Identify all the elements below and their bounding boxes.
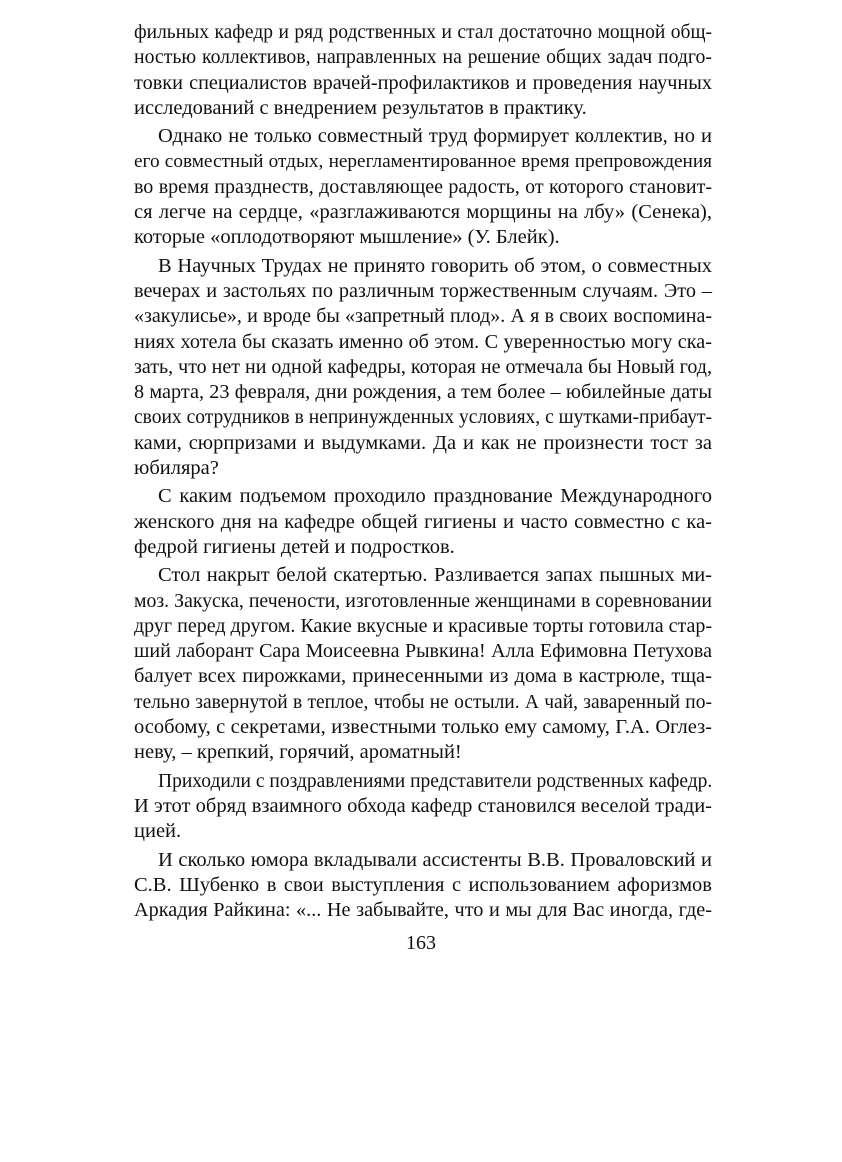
text-line: которые «оплодотворяют мышление» (У. Блейк). <box>134 226 560 249</box>
text-line: особому, с секретами, известными только ему самому, Г.А. Оглез- <box>134 716 712 739</box>
text-line: товки специалистов врачей-профилактиков и проведения научных <box>134 71 712 94</box>
text-line: И сколько юмора вкладывали ассистенты В.В. Проваловский и <box>158 848 712 871</box>
text-line: С каким подъемом проходило празднование Международного <box>158 485 712 508</box>
text-line: балует всех пирожками, принесенными из дома в кастрюле, тща- <box>134 665 712 688</box>
paragraph-7 <box>134 848 712 924</box>
text-line: Однако не только совместный труд формирует коллектив, но и <box>158 125 712 148</box>
text-line: друг перед другом. Какие вкусные и красивые торты готовила стар- <box>134 614 712 637</box>
paragraph-1 <box>134 20 712 121</box>
text-line: тельно завернутой в теплое, чтобы не остыли. А чай, заваренный по- <box>134 691 712 713</box>
text-line: моз. Закуска, печености, изготовленные женщинами в соревновании <box>134 589 712 612</box>
text-line: ностью коллективов, направленных на решение общих задач подго- <box>134 46 712 69</box>
text-line: ниях хотела бы сказать именно об этом. С уверенностью могу ска- <box>134 330 712 353</box>
text-line: ками, сюрпризами и выдумками. Да и как не произнести тост за <box>134 431 712 454</box>
paragraph-5 <box>134 563 712 765</box>
text-line: Аркадия Райкина: «... Не забывайте, что и мы для Вас иногда, где- <box>134 899 712 922</box>
text-line: его совместный отдых, нерегламентированное время препровождения <box>134 151 712 173</box>
page-body <box>134 20 712 926</box>
paragraph-2 <box>134 124 712 250</box>
paragraph-3 <box>134 254 712 482</box>
paragraph-6 <box>134 769 712 845</box>
text-line: «закулисье», и вроде бы «запретный плод». А я в своих воспомина- <box>134 305 712 328</box>
text-line: Приходили с поздравлениями представители родственных кафедр. <box>158 770 713 792</box>
page-number: 163 <box>406 932 436 954</box>
text-line: В Научных Трудах не принято говорить об этом, о совместных <box>158 254 712 277</box>
text-line: юбиляра? <box>134 457 219 480</box>
text-line: ший лаборант Сара Моисеевна Рывкина! Алла Ефимовна Петухова <box>134 640 712 663</box>
text-line: 8 марта, 23 февраля, дни рождения, а тем более – юбилейные даты <box>134 381 712 404</box>
text-line: Стол накрыт белой скатертью. Разливается запах пышных ми- <box>158 564 712 587</box>
text-line: во время празднеств, доставляющее радость, от которого становит- <box>134 175 712 198</box>
text-line: И этот обряд взаимного обхода кафедр становился веселой тради- <box>134 794 712 817</box>
text-line: зать, что нет ни одной кафедры, которая не отмечала бы Новый год, <box>134 355 712 378</box>
text-line: женского дня на кафедре общей гигиены и часто совместно с ка- <box>134 510 712 533</box>
paragraph-4 <box>134 484 712 560</box>
text-line: ся легче на сердце, «разглаживаются морщины на лбу» (Сенека), <box>134 201 712 224</box>
text-line: исследований с внедрением результатов в практику. <box>134 96 587 119</box>
text-line: своих сотрудников в непринужденных условиях, с шутками-прибаут- <box>134 407 712 429</box>
text-line: С.В. Шубенко в свои выступления с использованием афоризмов <box>134 873 712 896</box>
text-line: федрой гигиены детей и подростков. <box>134 535 455 558</box>
text-line: неву, – крепкий, горячий, ароматный! <box>134 741 462 764</box>
text-line: вечерах и застольях по различным торжественным случаям. Это – <box>134 279 712 302</box>
text-line: фильных кафедр и ряд родственных и стал достаточно мощной общ- <box>134 22 712 43</box>
text-line: цией. <box>134 820 182 843</box>
